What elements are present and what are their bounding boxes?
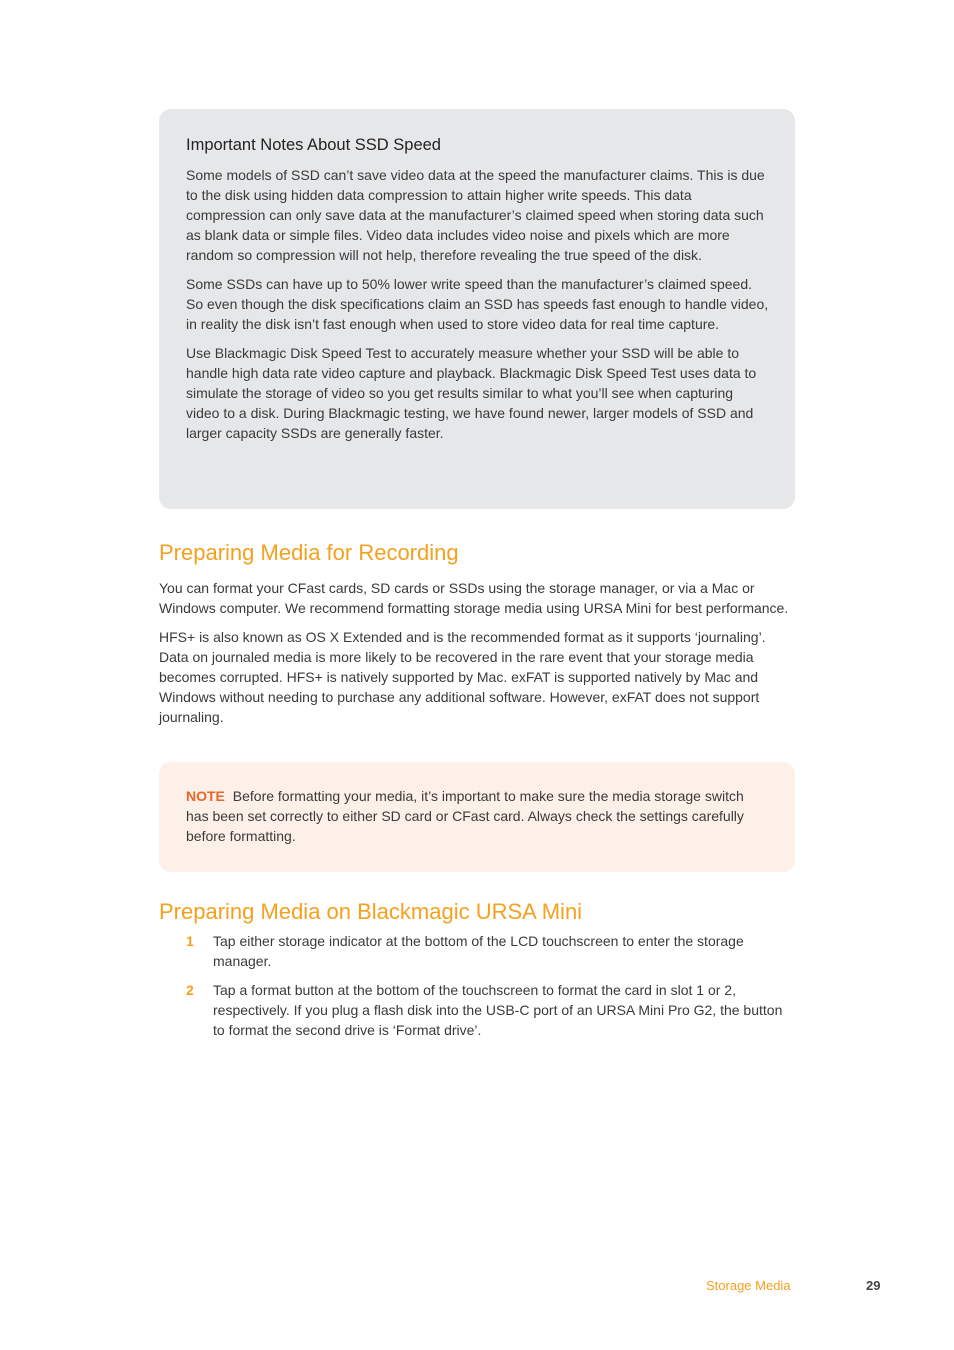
ssd-notes-paragraph: Use Blackmagic Disk Speed Test to accurately measure whether your SSD will be able to handle high data rate video capture and playback. Blackmagic Disk Speed Test uses data to simulate the storage of video so you get results similar to what you’ll see when capturing video to a disk. During Blackmagic testing, we have found newer, larger models of SSD and larger capacity SSDs are generally faster. [186, 345, 757, 441]
ssd-notes-title: Important Notes About SSD Speed [186, 136, 441, 154]
note-label: NOTE [186, 788, 225, 804]
ssd-notes-paragraph: Some SSDs can have up to 50% lower write speed than the manufacturer’s claimed speed. So even though the disk specifications claim an SSD has speeds fast enough to handle video, in reality the disk isn’t fast enough when used to store video data for real time capture. [186, 276, 769, 332]
footer-section-name: Storage Media [706, 1278, 791, 1293]
ssd-speed-notes-box [159, 109, 795, 509]
note-box [159, 762, 795, 872]
step-number: 2 [186, 982, 194, 998]
recording-heading: Preparing Media for Recording [159, 540, 459, 565]
page-number: 29 [866, 1278, 881, 1293]
step-text: Tap either storage indicator at the bottom of the LCD touchscreen to enter the storage manager. [213, 933, 744, 969]
note-text [186, 786, 765, 846]
list-item [159, 931, 795, 971]
recording-paragraph: HFS+ is also known as OS X Extended and is the recommended format as it supports ‘journaling’. Data on journaled media is more likely to be recovered in the rare event that your storage media becomes corrupted. HFS+ is natively supported by Mac. exFAT is supported natively by Mac and Windows without needing to purchase any additional software. However, exFAT does not support journaling. [159, 629, 766, 725]
note-body: Before formatting your media, it’s important to make sure the media storage switch has been set correctly to either SD card or CFast card. Always check the settings carefully before formatting. [186, 788, 744, 844]
list-item [159, 980, 795, 1040]
step-text: Tap a format button at the bottom of the touchscreen to format the card in slot 1 or 2, respectively. If you plug a flash disk into the USB-C port of an URSA Mini Pro G2, the button to format the second drive is ‘Format drive’. [213, 982, 783, 1038]
ursa-heading: Preparing Media on Blackmagic URSA Mini [159, 899, 583, 924]
ssd-notes-paragraph: Some models of SSD can’t save video data at the speed the manufacturer claims. This is due to the disk using hidden data compression to attain higher write speeds. This data compression can only save data at the manufacturer’s claimed speed when storing data such as blank data or simple files. Video data includes video noise and pixels which are more random so compression will not help, therefore revealing the true speed of the disk. [186, 167, 765, 263]
ursa-section [159, 897, 795, 1049]
step-number: 1 [186, 933, 194, 949]
recording-paragraph: You can format your CFast cards, SD cards or SSDs using the storage manager, or via a Mac or Windows computer. We recommend formatting storage media using URSA Mini for best performance. [159, 580, 789, 616]
steps-list [159, 931, 795, 1040]
recording-section [159, 538, 795, 736]
